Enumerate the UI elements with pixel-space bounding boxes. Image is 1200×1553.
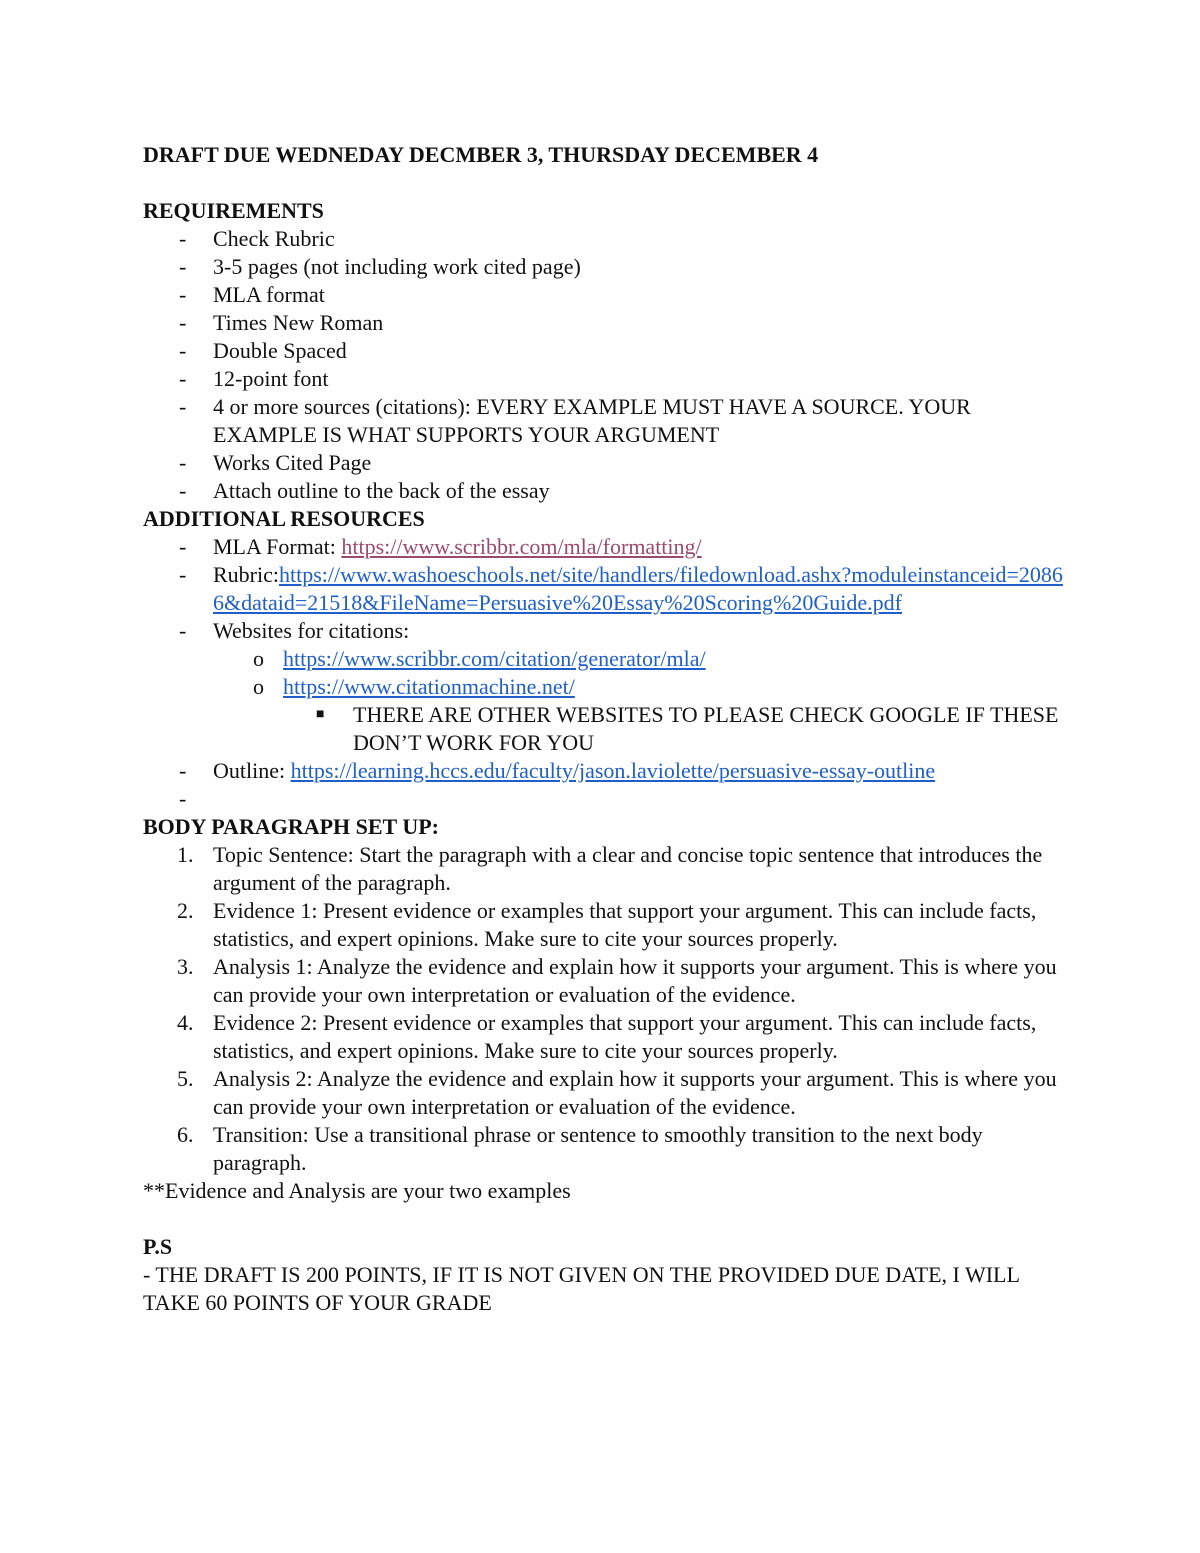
resource-rubric — [143, 561, 1063, 617]
other-websites-list — [283, 701, 1063, 757]
step-item — [143, 1121, 1063, 1177]
scribbr-citation-link[interactable]: https://www.scribbr.com/citation/generator/mla/ — [283, 646, 706, 671]
citationmachine-link[interactable]: https://www.citationmachine.net/ — [283, 674, 575, 699]
resource-websites — [143, 617, 1063, 757]
mla-label: MLA Format: — [213, 534, 342, 559]
citation-site-item — [213, 673, 1063, 757]
step-number: 6. — [177, 1122, 194, 1147]
other-websites-text: THERE ARE OTHER WEBSITES TO PLEASE CHECK GOOGLE IF THESE DON’T WORK FOR YOU — [353, 702, 1059, 755]
requirement-item: - Times New Roman — [143, 309, 1063, 337]
requirement-item: - Double Spaced — [143, 337, 1063, 365]
spacer — [143, 169, 1063, 197]
step-text: Evidence 2: Present evidence or examples that support your argument. This can include facts, statistics, and expert opinions. Make sure to cite your sources properly. — [213, 1010, 1037, 1063]
ps-heading: P.S — [143, 1234, 173, 1259]
evidence-analysis-note: **Evidence and Analysis are your two examples — [143, 1178, 571, 1203]
step-number: 4. — [177, 1010, 194, 1035]
resources-list — [143, 533, 1063, 813]
outline-link[interactable]: https://learning.hccs.edu/faculty/jason.laviolette/persuasive-essay-outline — [290, 758, 936, 783]
document-page — [143, 141, 1063, 1317]
requirement-item: - MLA format — [143, 281, 1063, 309]
step-number: 1. — [177, 842, 194, 867]
document-title: DRAFT DUE WEDNEDAY DECMBER 3, THURSDAY DECEMBER 4 — [143, 142, 819, 167]
step-text: Evidence 1: Present evidence or examples that support your argument. This can include facts, statistics, and expert opinions. Make sure to cite your sources properly. — [213, 898, 1037, 951]
step-number: 3. — [177, 954, 194, 979]
step-text: Analysis 1: Analyze the evidence and explain how it supports your argument. This is where you can provide your own interpretation or evaluation of the evidence. — [213, 954, 1057, 1007]
step-text: Transition: Use a transitional phrase or sentence to smoothly transition to the next body paragraph. — [213, 1122, 983, 1175]
citation-sites-list — [143, 645, 1063, 757]
square-bullet-icon: ■ — [316, 707, 325, 722]
other-websites-note — [283, 701, 1063, 757]
rubric-label: Rubric: — [213, 562, 279, 587]
websites-label: Websites for citations: — [213, 618, 410, 643]
resources-heading: ADDITIONAL RESOURCES — [143, 506, 425, 531]
rubric-link[interactable]: https://www.washoeschools.net/site/handlers/filedownload.ashx?moduleinstanceid=20866&dataid=21518&FileName=Persuasive%20Essay%20Scoring%20Guide.pdf — [213, 562, 1063, 615]
outline-label: Outline: — [213, 758, 291, 783]
requirement-item: - Works Cited Page — [143, 449, 1063, 477]
requirement-item: - 3-5 pages (not including work cited page) — [143, 253, 1063, 281]
citation-site-item — [213, 645, 1063, 673]
requirement-item: - Attach outline to the back of the essay — [143, 477, 1063, 505]
step-item — [143, 897, 1063, 953]
mla-format-link[interactable]: https://www.scribbr.com/mla/formatting/ — [341, 534, 702, 559]
requirements-heading: REQUIREMENTS — [143, 198, 324, 223]
body-paragraph-heading: BODY PARAGRAPH SET UP: — [143, 814, 439, 839]
ps-text: - THE DRAFT IS 200 POINTS, IF IT IS NOT GIVEN ON THE PROVIDED DUE DATE, I WILL TAKE 60 POINTS OF YOUR GRADE — [143, 1262, 1020, 1315]
step-item — [143, 1065, 1063, 1121]
step-number: 5. — [177, 1066, 194, 1091]
spacer — [143, 1205, 1063, 1233]
step-item — [143, 953, 1063, 1009]
empty-dash-item — [143, 785, 1063, 813]
step-text: Topic Sentence: Start the paragraph with a clear and concise topic sentence that introduces the argument of the paragraph. — [213, 842, 1043, 895]
step-item — [143, 1009, 1063, 1065]
circle-bullet-icon: o — [253, 674, 264, 699]
body-paragraph-steps — [143, 841, 1063, 1177]
circle-bullet-icon: o — [253, 646, 264, 671]
requirements-list — [143, 225, 1063, 505]
resource-mla — [143, 533, 1063, 561]
resource-outline — [143, 757, 1063, 785]
step-text: Analysis 2: Analyze the evidence and explain how it supports your argument. This is where you can provide your own interpretation or evaluation of the evidence. — [213, 1066, 1057, 1119]
requirement-item: - 4 or more sources (citations): EVERY EXAMPLE MUST HAVE A SOURCE. YOUR EXAMPLE IS WHAT SUPPORTS YOUR ARGUMENT — [143, 393, 1063, 449]
step-number: 2. — [177, 898, 194, 923]
step-item — [143, 841, 1063, 897]
requirement-item: - Check Rubric — [143, 225, 1063, 253]
requirement-item: - 12-point font — [143, 365, 1063, 393]
